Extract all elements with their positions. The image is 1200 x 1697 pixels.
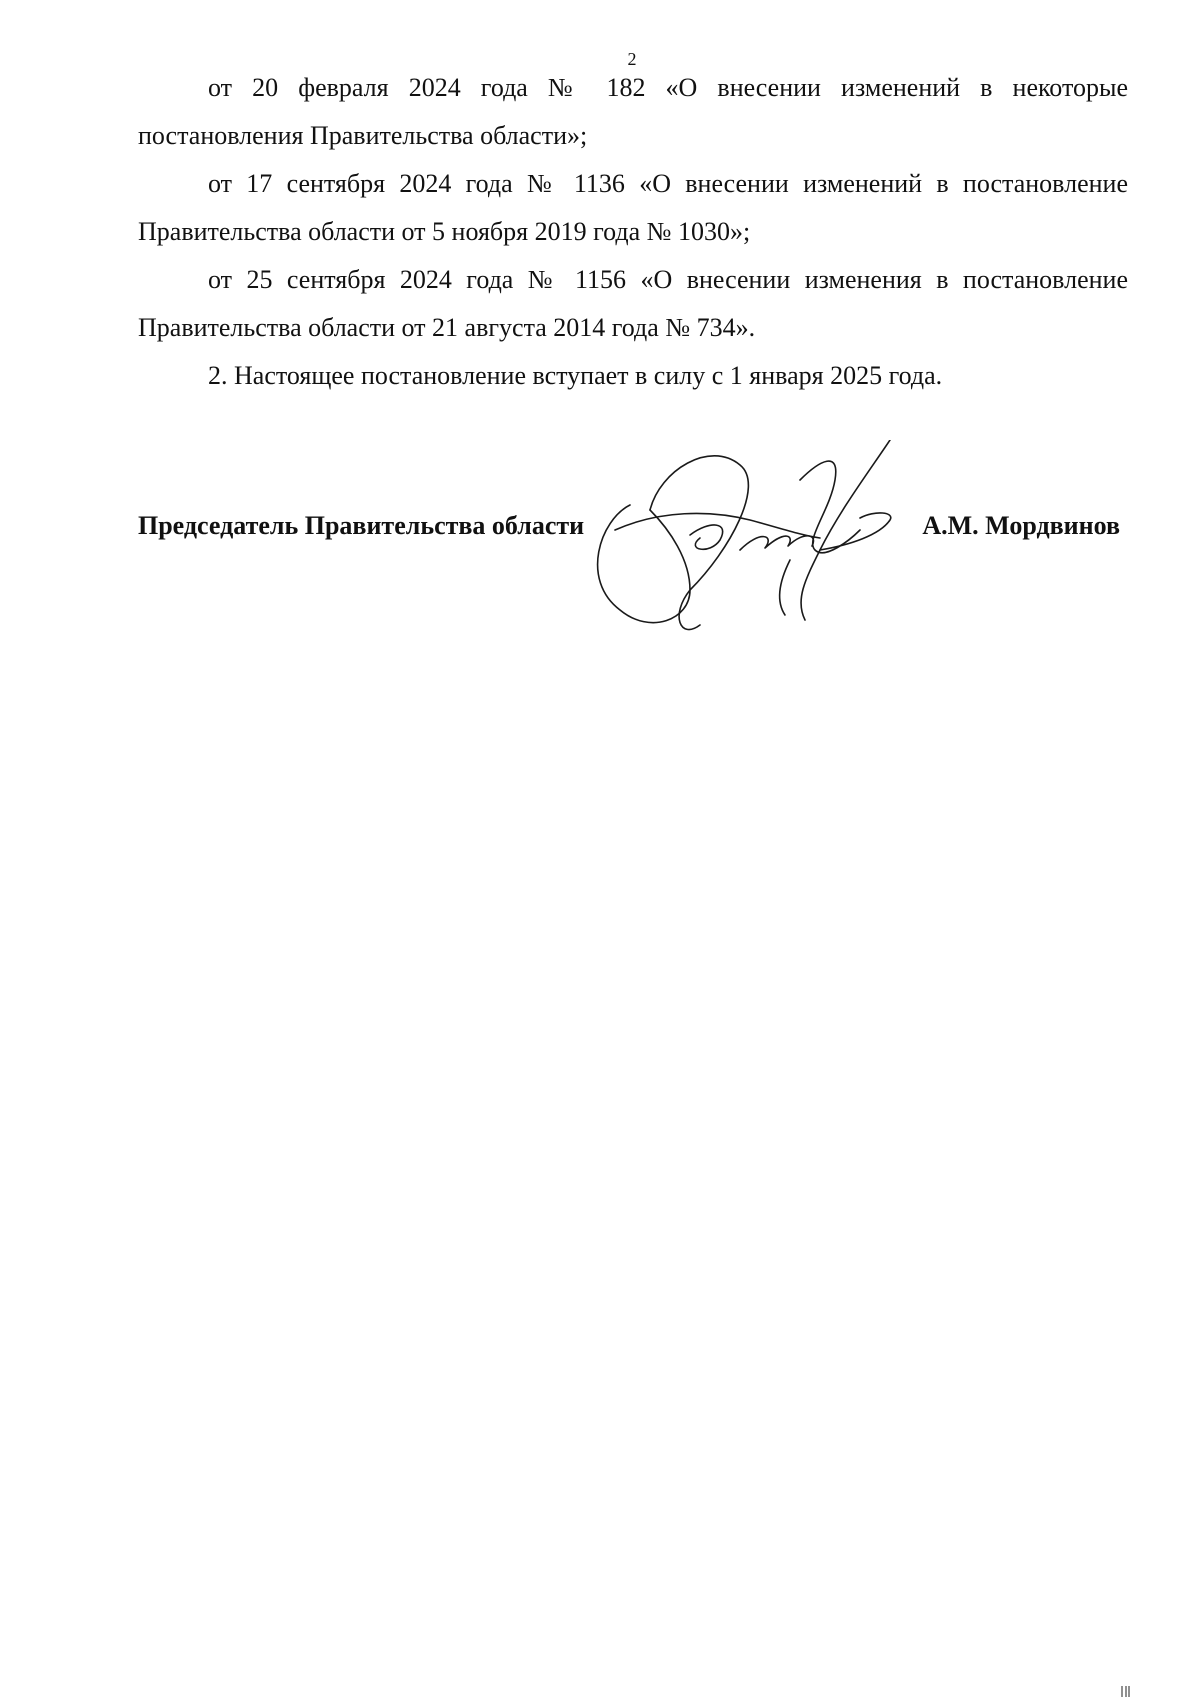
paragraph-effective-date: 2. Настоящее постановление вступает в силу с 1 января 2025 года. — [208, 361, 943, 390]
handwritten-signature — [590, 440, 950, 660]
paragraph-amendment-182: от 20 февраля 2024 года № 182 «О внесении изменений в некоторые постановления Правительства области»; — [138, 73, 1128, 150]
page-number: 2 — [627, 49, 637, 69]
paragraph-amendment-1156: от 25 сентября 2024 года № 1156 «О внесении изменения в постановление Правительства области от 21 августа 2014 года № 734». — [138, 265, 1128, 342]
scan-artifact-mark — [1120, 1686, 1140, 1697]
signer-name: А.М. Мордвинов — [922, 511, 1120, 540]
document-body — [138, 64, 1128, 400]
paragraph-amendment-1136: от 17 сентября 2024 года № 1136 «О внесении изменений в постановление Правительства области от 5 ноября 2019 года № 1030»; — [138, 169, 1128, 246]
signer-title: Председатель Правительства области — [138, 511, 585, 540]
